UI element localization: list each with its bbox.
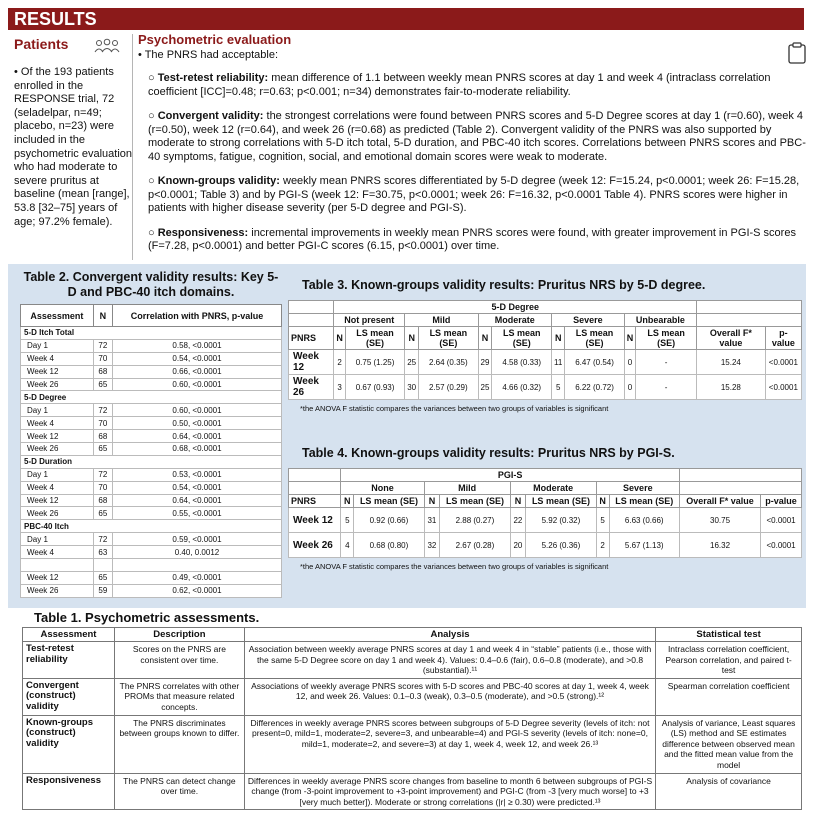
ls-mean-header: LS mean (SE) <box>565 327 624 350</box>
psychometric-section <box>138 32 808 254</box>
table-row <box>289 350 802 375</box>
paragraph-bullet: ○ <box>148 226 158 239</box>
results-banner <box>8 8 804 30</box>
table-cell: 68 <box>93 494 112 507</box>
table-2-header: Correlation with PNRS, p-value <box>112 305 281 327</box>
n-header: N <box>334 327 346 350</box>
table-cell: 29 <box>478 350 492 375</box>
table-cell: Week 26 <box>21 584 94 597</box>
table-cell: Day 1 <box>21 468 94 481</box>
psychometric-paragraph <box>148 72 808 99</box>
table-cell: 0.59, <0.0001 <box>112 533 281 546</box>
n-header: N <box>624 327 636 350</box>
ls-mean-header: LS mean (SE) <box>419 327 478 350</box>
table-cell: 0.55, <0.0001 <box>112 507 281 520</box>
paragraph-text: the strongest correlations were found between PNRS scores and 5-D Degree scores at day 1 (r=0.60), week 4 (r=0.50), week 12 (r=0.64), and week 26 (r=0.68) as predicted (Table 2). Convergent validity of the PNRS was also supported by moderate to strong correlations with 5-D itch total, 5-D duration, and PBC-40 itch scores. Correlations between PNRS scores and PBC-40 symptoms, fatigue, cognition, social, and emotional domain scores were weak to moderate. <box>148 110 806 163</box>
table-cell: <0.0001 <box>761 533 802 558</box>
table-cell: Week 26 <box>21 507 94 520</box>
n-header: N <box>478 327 492 350</box>
table-row <box>23 715 802 773</box>
psychometric-lead: • The PNRS had acceptable: <box>138 49 279 61</box>
group-header-row <box>289 469 802 482</box>
table-cell: 68 <box>93 430 112 443</box>
table-cell: Analysis of variance, Least squares (LS) method and SE estimates difference between observed mean and the fitted mean value from the model <box>656 715 802 773</box>
table-cell: Known-groups (construct) validity <box>23 715 115 773</box>
table-cell: 0.54, <0.0001 <box>112 481 281 494</box>
table-cell: 0.60, <0.0001 <box>112 404 281 417</box>
n-header: N <box>341 495 354 508</box>
table-cell: 5 <box>596 508 609 533</box>
table-cell: <0.0001 <box>761 508 802 533</box>
table-cell: 0 <box>624 375 636 400</box>
table-cell: 0.68, <0.0001 <box>112 443 281 456</box>
n-header: N <box>405 327 419 350</box>
table-cell: 70 <box>93 352 112 365</box>
table-1-header: Description <box>114 628 244 642</box>
group-header: 5-D Degree <box>334 301 697 314</box>
table-cell: 25 <box>405 350 419 375</box>
table-cell: - <box>636 350 697 375</box>
paragraph-bullet: ○ <box>148 110 158 122</box>
table-cell: 72 <box>93 404 112 417</box>
table-cell: Week 4 <box>21 352 94 365</box>
table-cell: 63 <box>93 546 112 559</box>
table-cell: 3 <box>334 375 346 400</box>
table-cell: 72 <box>93 468 112 481</box>
ls-mean-header: LS mean (SE) <box>526 495 596 508</box>
table-cell: Associations of weekly average PNRS scores with 5-D scores and PBC-40 scores at day 1, week 4, week 12, and week 26. Values: 0.1–0.3 (weak), 0.3–0.5 (moderate), and >0.5 (strong).¹² <box>244 678 655 715</box>
table-cell: Week 12 <box>21 571 94 584</box>
table-1-header: Analysis <box>244 628 655 642</box>
table-cell: 2.67 (0.28) <box>440 533 510 558</box>
table-cell: 4.58 (0.33) <box>492 350 552 375</box>
table-cell: <0.0001 <box>765 350 801 375</box>
table-cell: 2 <box>334 350 346 375</box>
table-cell: 31 <box>424 508 440 533</box>
table-cell: Intraclass correlation coefficient, Pearson correlation, and paired t-test <box>656 642 802 679</box>
table-row <box>21 468 282 481</box>
n-header: N <box>510 495 526 508</box>
table-cell: 32 <box>424 533 440 558</box>
p-value-header: p-value <box>765 327 801 350</box>
table-2-title: Table 2. Convergent validity results: Key 5-D and PBC-40 itch domains. <box>23 270 279 299</box>
table-row <box>21 571 282 584</box>
table-2-section-name: 5-D Duration <box>21 455 282 468</box>
blank-header <box>679 482 801 495</box>
table-row <box>21 533 282 546</box>
paragraph-bullet: ○ <box>148 175 158 187</box>
blank-header <box>289 482 341 495</box>
overall-f-header: Overall F* value <box>697 327 766 350</box>
table-cell: - <box>636 375 697 400</box>
table-cell: 30.75 <box>679 508 760 533</box>
table-1-header: Statistical test <box>656 628 802 642</box>
group-header: PGI-S <box>341 469 680 482</box>
table-cell: 0.67 (0.93) <box>345 375 404 400</box>
table-cell: 20 <box>510 533 526 558</box>
table-cell: Differences in weekly average PNRS scores between subgroups of 5-D Degree severity (levels of itch: not present=0, mild=1, moderate=2, severe=3, and unbearable=4) and PGI-S severity (levels of itch: none=0, mild=1, moderate=2, and severe=3) at day 1, week 4, week 12, and week 26.¹³ <box>244 715 655 773</box>
paragraph-label: Convergent validity: <box>157 110 264 122</box>
table-2 <box>20 270 282 598</box>
level-header-row <box>289 314 802 327</box>
table-cell <box>21 559 94 572</box>
table-row <box>289 375 802 400</box>
table-2-section-row <box>21 520 282 533</box>
table-cell: Day 1 <box>21 533 94 546</box>
table-cell: Week 26 <box>21 378 94 391</box>
table-cell: Association between weekly average PNRS scores at day 1 and week 4 in “stable” patients (i.e., those with the same 5-D Degree score on day 1 and week 4). Values: 0.4–0.6 (fair), 0.6–0.8 (moderate), and >0.8 (substantial).¹¹ <box>244 642 655 679</box>
table-cell: 0.40, 0.0012 <box>112 546 281 559</box>
table-cell: 6.22 (0.72) <box>565 375 624 400</box>
table-cell: Test-retest reliability <box>23 642 115 679</box>
table-cell: Analysis of covariance <box>656 773 802 810</box>
table-row <box>21 352 282 365</box>
table-cell <box>112 559 281 572</box>
table-2-grid <box>20 304 282 598</box>
table-3-grid <box>288 300 802 400</box>
psychometric-paragraph <box>148 227 808 254</box>
table-cell: 2.88 (0.27) <box>440 508 510 533</box>
table-row <box>21 430 282 443</box>
table-cell: 0.50, <0.0001 <box>112 417 281 430</box>
table-row <box>23 678 802 715</box>
table-row <box>23 773 802 810</box>
table-row <box>289 508 802 533</box>
table-cell: Day 1 <box>21 339 94 352</box>
table-cell: 5 <box>552 375 565 400</box>
table-cell: <0.0001 <box>765 375 801 400</box>
overall-f-header: Overall F* value <box>679 495 760 508</box>
table-cell: 0.60, <0.0001 <box>112 378 281 391</box>
psychometric-heading: Psychometric evaluation <box>138 32 292 47</box>
table-cell: 0.75 (1.25) <box>345 350 404 375</box>
table-cell: 2.57 (0.29) <box>419 375 478 400</box>
table-row <box>289 533 802 558</box>
people-icon <box>94 38 120 54</box>
table-cell: Spearman correlation coefficient <box>656 678 802 715</box>
level-header: Moderate <box>510 482 596 495</box>
table-cell: Week 26 <box>21 443 94 456</box>
table-cell: 65 <box>93 571 112 584</box>
level-header: Severe <box>552 314 625 327</box>
level-header: None <box>341 482 424 495</box>
table-cell: 22 <box>510 508 526 533</box>
table-1-header: Assessment <box>23 628 115 642</box>
results-heading: RESULTS <box>14 9 97 29</box>
table-2-section-name: 5-D Itch Total <box>21 327 282 340</box>
table-cell: Convergent (construct) validity <box>23 678 115 715</box>
table-cell: Week 4 <box>21 417 94 430</box>
table-row <box>21 584 282 597</box>
table-3 <box>288 278 802 413</box>
ls-mean-header: LS mean (SE) <box>345 327 404 350</box>
row-label: Week 26 <box>289 375 334 400</box>
table-cell: 72 <box>93 533 112 546</box>
table-cell: 5.26 (0.36) <box>526 533 596 558</box>
n-header: N <box>424 495 440 508</box>
table-row <box>21 365 282 378</box>
table-cell <box>93 559 112 572</box>
table-cell: Responsiveness <box>23 773 115 810</box>
paragraph-text: mean difference of 1.1 between weekly mean PNRS scores at day 1 and week 4 (intraclass correlation coefficient [ICC]=0.48; r=0.63; p<0.001; n=34) demonstrates fair-to-moderate reliability. <box>148 72 771 98</box>
patients-text: • Of the 193 patients enrolled in the RESPONSE trial, 72 (seladelpar, n=49; placebo, n=23) were included in the psychometric evaluation who had moderate to severe pruritus at baseline (mean [range], 53.8 [32–75] years of age; 97.2% female). <box>14 66 133 228</box>
table-cell: Differences in weekly average PNRS score changes from baseline to month 6 between subgroups of PGI-S change (from -3-point improvement to +3-point improvement) and PGI-C (from -3 [very much worse] to +3 [very much better]). Moderate or strong correlations (|r| ≥ 0.30) were predicted.¹³ <box>244 773 655 810</box>
table-cell: 16.32 <box>679 533 760 558</box>
table-cell: The PNRS can detect change over time. <box>114 773 244 810</box>
paragraph-label: Known-groups validity: <box>157 175 280 187</box>
n-header: N <box>552 327 565 350</box>
level-header: Mild <box>424 482 510 495</box>
patients-heading: Patients <box>14 36 69 52</box>
table-row <box>21 494 282 507</box>
table-cell: 5.67 (1.13) <box>609 533 679 558</box>
table-2-header: Assessment <box>21 305 94 327</box>
table-cell: 2.64 (0.35) <box>419 350 478 375</box>
paragraph-label: Test-retest reliability: <box>157 72 269 84</box>
table-2-header: N <box>93 305 112 327</box>
table-cell: Scores on the PNRS are consistent over time. <box>114 642 244 679</box>
table-cell: 6.47 (0.54) <box>565 350 624 375</box>
table-cell: 0.54, <0.0001 <box>112 352 281 365</box>
table-row <box>21 546 282 559</box>
table-row <box>21 443 282 456</box>
table-cell: 5.92 (0.32) <box>526 508 596 533</box>
blank-header <box>697 301 802 314</box>
table-cell: 4.66 (0.32) <box>492 375 552 400</box>
table-cell: 72 <box>93 339 112 352</box>
table-cell: 15.24 <box>697 350 766 375</box>
table-cell: 0.66, <0.0001 <box>112 365 281 378</box>
table-cell: 0.62, <0.0001 <box>112 584 281 597</box>
psychometric-paragraph <box>148 110 808 164</box>
table-2-section-name: 5-D Degree <box>21 391 282 404</box>
table-cell: 0.68 (0.80) <box>354 533 424 558</box>
ls-mean-header: LS mean (SE) <box>636 327 697 350</box>
table-4-title: Table 4. Known-groups validity results: Pruritus NRS by PGI-S. <box>302 446 675 460</box>
table-2-section-name: PBC-40 Itch <box>21 520 282 533</box>
table-row <box>21 339 282 352</box>
blank-header <box>289 301 334 314</box>
ls-mean-header: LS mean (SE) <box>609 495 679 508</box>
ls-mean-header: LS mean (SE) <box>354 495 424 508</box>
table-cell: 0.92 (0.66) <box>354 508 424 533</box>
table-cell: Week 12 <box>21 494 94 507</box>
table-1 <box>22 610 802 810</box>
paragraph-bullet: ○ <box>148 72 158 84</box>
row-label-header: PNRS <box>289 327 334 350</box>
table-cell: 4 <box>341 533 354 558</box>
level-header: Moderate <box>478 314 552 327</box>
level-header: Mild <box>405 314 478 327</box>
row-label: Week 12 <box>289 350 334 375</box>
table-cell: 59 <box>93 584 112 597</box>
table-cell: 70 <box>93 481 112 494</box>
table-row <box>21 481 282 494</box>
row-label-header: PNRS <box>289 495 341 508</box>
table-row <box>21 417 282 430</box>
table-cell: 70 <box>93 417 112 430</box>
table-2-section-row <box>21 327 282 340</box>
ls-mean-header: LS mean (SE) <box>440 495 510 508</box>
blank-header <box>289 469 341 482</box>
table-cell: 0 <box>624 350 636 375</box>
table-cell: 68 <box>93 365 112 378</box>
table-cell: 2 <box>596 533 609 558</box>
table-cell: Week 12 <box>21 365 94 378</box>
table-cell: The PNRS discriminates between groups known to differ. <box>114 715 244 773</box>
table-4 <box>288 446 802 571</box>
p-value-header: p-value <box>761 495 802 508</box>
patients-section <box>14 36 132 229</box>
blank-header <box>679 469 801 482</box>
table-row <box>21 507 282 520</box>
table-cell: 11 <box>552 350 565 375</box>
blank-header <box>697 314 802 327</box>
level-header: Severe <box>596 482 679 495</box>
table-cell: Day 1 <box>21 404 94 417</box>
level-header: Not present <box>334 314 405 327</box>
table-3-footnote: *the ANOVA F statistic compares the variances between two groups of variables is significant <box>300 404 609 413</box>
table-cell: 65 <box>93 443 112 456</box>
table-2-section-row <box>21 455 282 468</box>
paragraph-text: incremental improvements in weekly mean PNRS scores were found, with greater improvement in PGI-S scores (F=7.28, p<0.0001) and better PGI-C scores (6.15, p<0.0001) over time. <box>148 226 796 252</box>
table-1-title: Table 1. Psychometric assessments. <box>34 610 260 625</box>
table-row <box>21 559 282 572</box>
table-1-grid <box>22 627 802 810</box>
table-cell: 30 <box>405 375 419 400</box>
level-header-row <box>289 482 802 495</box>
level-header: Unbearable <box>624 314 696 327</box>
table-cell: 25 <box>478 375 492 400</box>
table-cell: 6.63 (0.66) <box>609 508 679 533</box>
table-cell: The PNRS correlates with other PROMs that measure related concepts. <box>114 678 244 715</box>
sub-header-row <box>289 495 802 508</box>
sub-header-row <box>289 327 802 350</box>
n-header: N <box>596 495 609 508</box>
table-cell: Week 4 <box>21 481 94 494</box>
clipboard-icon <box>788 42 806 64</box>
table-row <box>21 404 282 417</box>
section-divider <box>132 34 133 260</box>
table-cell: 0.64, <0.0001 <box>112 494 281 507</box>
table-cell: 65 <box>93 378 112 391</box>
table-cell: 5 <box>341 508 354 533</box>
table-cell: 0.49, <0.0001 <box>112 571 281 584</box>
paragraph-text: weekly mean PNRS scores differentiated by 5-D degree (week 12: F=15.24, p<0.0001; week 26: F=15.28, p<0.0001; Table 3) and by PGI-S (week 12: F=30.75, p<0.0001; week 26: F=16.32, p<0.0001 Table 4). PNRS scores were higher in patients with higher disease severity (per 5-D degree and PGI-S). <box>148 175 800 214</box>
top-strip <box>0 0 836 8</box>
table-cell: 0.53, <0.0001 <box>112 468 281 481</box>
row-label: Week 12 <box>289 508 341 533</box>
table-cell: Week 4 <box>21 546 94 559</box>
paragraph-label: Responsiveness: <box>157 226 249 239</box>
table-4-grid <box>288 468 802 558</box>
table-row <box>23 642 802 679</box>
table-cell: 15.28 <box>697 375 766 400</box>
table-3-title: Table 3. Known-groups validity results: Pruritus NRS by 5-D degree. <box>302 278 706 292</box>
ls-mean-header: LS mean (SE) <box>492 327 552 350</box>
table-2-section-row <box>21 391 282 404</box>
group-header-row <box>289 301 802 314</box>
blank-header <box>289 314 334 327</box>
table-cell: Week 12 <box>21 430 94 443</box>
table-cell: 65 <box>93 507 112 520</box>
table-row <box>21 378 282 391</box>
table-cell: 0.64, <0.0001 <box>112 430 281 443</box>
table-cell: 0.58, <0.0001 <box>112 339 281 352</box>
row-label: Week 26 <box>289 533 341 558</box>
psychometric-paragraph <box>148 175 808 216</box>
table-4-footnote: *the ANOVA F statistic compares the variances between two groups of variables is significant <box>300 562 609 571</box>
